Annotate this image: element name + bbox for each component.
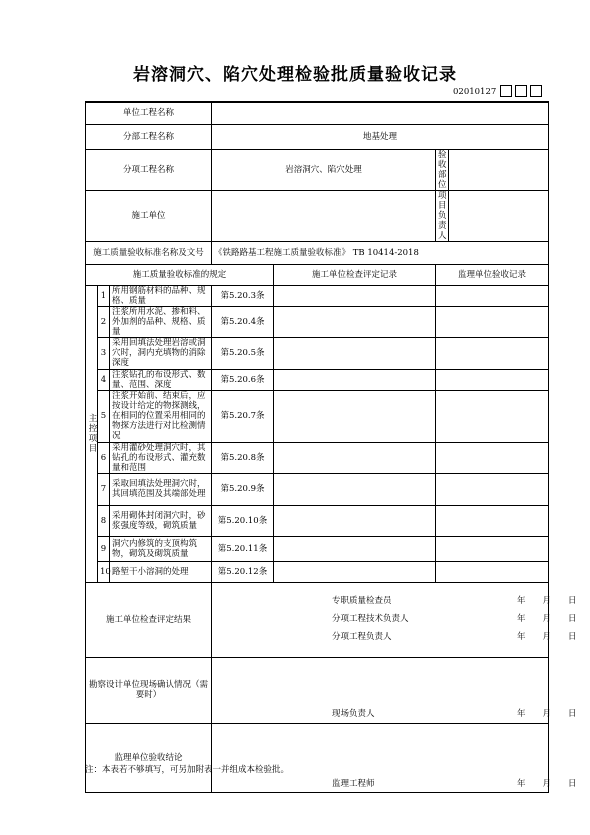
code-box-3[interactable] <box>530 85 542 97</box>
date-line: 年 月 日 <box>517 778 577 789</box>
item-text: 所用钢筋材料的品种、规格、质量 <box>110 285 212 306</box>
item-contractor-record[interactable] <box>274 505 436 536</box>
item-row <box>86 536 549 561</box>
item-no: 7 <box>98 473 110 505</box>
label-design-confirm: 勘察设计单位现场确认情况（需要时） <box>86 657 212 723</box>
item-no: 10 <box>98 561 110 582</box>
label-project-manager: 项目负责人 <box>436 190 449 241</box>
row-column-headers <box>86 264 549 285</box>
item-row <box>86 442 549 473</box>
item-contractor-record[interactable] <box>274 442 436 473</box>
label-standard: 施工质量验收标准名称及文号 <box>86 241 212 264</box>
item-text: 采用灌砂处理洞穴时，其钻孔的布设形式、灌充数量和范围 <box>110 442 212 473</box>
item-clause: 第5.20.6条 <box>212 369 274 390</box>
item-supervisor-record[interactable] <box>436 473 549 505</box>
header-supervisor: 监理单位验收记录 <box>436 264 549 285</box>
inspection-form-table <box>85 101 577 793</box>
row-contractor-check <box>86 582 549 657</box>
date-line: 年 月 日 <box>517 613 577 624</box>
header-spec: 施工质量验收标准的规定 <box>86 264 274 285</box>
sign-quality-inspector: 专职质量检查员 <box>332 595 392 606</box>
item-text: 洞穴内修筑的支顶构筑物，砌筑及砌筑质量 <box>110 536 212 561</box>
date-line: 年 月 日 <box>517 708 577 719</box>
sign-sub-item-lead: 分项工程负责人 <box>332 631 392 642</box>
item-supervisor-record[interactable] <box>436 442 549 473</box>
value-acceptance-part[interactable] <box>449 149 549 190</box>
value-standard[interactable]: 《铁路路基工程施工质量验收标准》 TB 10414-2018 <box>212 241 549 264</box>
item-no: 2 <box>98 306 110 337</box>
value-construction-unit[interactable] <box>212 190 436 241</box>
row-sub-project <box>86 124 549 149</box>
item-text: 路堑干小溶洞的处理 <box>110 561 212 582</box>
item-supervisor-record[interactable] <box>436 306 549 337</box>
footnote: 注：本表若不够填写，可另加附表一并组成本检验批。 <box>85 765 290 775</box>
item-clause: 第5.20.9条 <box>212 473 274 505</box>
main-control-label: 主控项目 <box>88 413 98 454</box>
item-supervisor-record[interactable] <box>436 337 549 369</box>
contractor-check-area[interactable] <box>212 582 577 657</box>
item-text: 注浆所用水泥、掺和料、外加剂的品种、规格、质量 <box>110 306 212 337</box>
value-project-manager[interactable] <box>449 190 549 241</box>
item-contractor-record[interactable] <box>274 473 436 505</box>
label-sub-project: 分部工程名称 <box>86 124 212 149</box>
item-row <box>86 561 549 582</box>
row-construction-unit <box>86 190 549 241</box>
row-standard <box>86 241 549 264</box>
item-clause: 第5.20.5条 <box>212 337 274 369</box>
item-no: 1 <box>98 285 110 306</box>
item-row <box>86 337 549 369</box>
code-box-1[interactable] <box>500 85 512 97</box>
item-clause: 第5.20.12条 <box>212 561 274 582</box>
item-row <box>86 390 549 442</box>
item-clause: 第5.20.3条 <box>212 285 274 306</box>
item-clause: 第5.20.11条 <box>212 536 274 561</box>
label-unit-project: 单位工程名称 <box>86 102 212 124</box>
sign-technical-lead: 分项工程技术负责人 <box>332 613 409 624</box>
item-supervisor-record[interactable] <box>436 285 549 306</box>
item-no: 5 <box>98 390 110 442</box>
row-supervisor-check <box>86 723 549 792</box>
supervisor-check-area[interactable] <box>212 723 577 792</box>
form-code: 02010127 <box>453 87 497 97</box>
item-no: 9 <box>98 536 110 561</box>
item-no: 6 <box>98 442 110 473</box>
date-line: 年 月 日 <box>517 595 577 606</box>
row-design-confirm <box>86 657 549 723</box>
item-contractor-record[interactable] <box>274 390 436 442</box>
item-clause: 第5.20.10条 <box>212 505 274 536</box>
sign-supervisor-engineer: 监理工程师 <box>332 778 375 789</box>
item-no: 3 <box>98 337 110 369</box>
item-supervisor-record[interactable] <box>436 505 549 536</box>
item-clause: 第5.20.8条 <box>212 442 274 473</box>
item-supervisor-record[interactable] <box>436 369 549 390</box>
item-supervisor-record[interactable] <box>436 536 549 561</box>
item-contractor-record[interactable] <box>274 561 436 582</box>
item-supervisor-record[interactable] <box>436 561 549 582</box>
row-unit-project <box>86 102 549 124</box>
item-contractor-record[interactable] <box>274 369 436 390</box>
item-clause: 第5.20.4条 <box>212 306 274 337</box>
label-acceptance-part: 验收部位 <box>436 149 449 190</box>
item-text: 采用砌体封闭洞穴时，砂浆强度等级，砌筑质量 <box>110 505 212 536</box>
label-contractor-check: 施工单位检查评定结果 <box>86 582 212 657</box>
item-text: 采取回填法处理洞穴时，其回填范围及其端部处理 <box>110 473 212 505</box>
item-text: 采用回填法处理岩溶或洞穴时，洞内充填物的消除深度 <box>110 337 212 369</box>
value-unit-project[interactable] <box>212 102 549 124</box>
label-supervisor-check: 监理单位验收结论 <box>86 723 212 792</box>
item-row <box>86 473 549 505</box>
item-no: 8 <box>98 505 110 536</box>
item-contractor-record[interactable] <box>274 306 436 337</box>
item-text: 注浆钻孔的布设形式、数量、范围、深度 <box>110 369 212 390</box>
item-clause: 第5.20.7条 <box>212 390 274 442</box>
code-box-2[interactable] <box>515 85 527 97</box>
page-title: 岩溶洞穴、陷穴处理检验批质量验收记录 <box>133 65 457 85</box>
item-row <box>86 306 549 337</box>
value-sub-item[interactable]: 岩溶洞穴、陷穴处理 <box>212 149 436 190</box>
item-contractor-record[interactable] <box>274 536 436 561</box>
sign-site-lead: 现场负责人 <box>332 708 375 719</box>
design-confirm-area[interactable] <box>212 657 577 723</box>
item-row <box>86 505 549 536</box>
item-row <box>86 285 549 306</box>
value-sub-project[interactable]: 地基处理 <box>212 124 549 149</box>
label-construction-unit: 施工单位 <box>86 190 212 241</box>
item-supervisor-record[interactable] <box>436 390 549 442</box>
item-text: 注浆开始前、结束后，应按设计给定的物探测线，在相同的位置采用相同的物探方法进行对比检测情况 <box>110 390 212 442</box>
item-contractor-record[interactable] <box>274 337 436 369</box>
main-control-label-cell <box>86 285 98 582</box>
row-sub-item <box>86 149 549 190</box>
item-row <box>86 369 549 390</box>
date-line: 年 月 日 <box>517 631 577 642</box>
label-sub-item: 分项工程名称 <box>86 149 212 190</box>
header-contractor: 施工单位检查评定记录 <box>274 264 436 285</box>
item-no: 4 <box>98 369 110 390</box>
item-contractor-record[interactable] <box>274 285 436 306</box>
